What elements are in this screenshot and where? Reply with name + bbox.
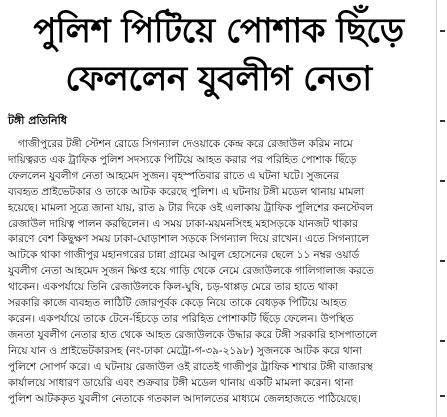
article-line: ফেললেন যুবলীগ নেতা আহমেদ সুজন। বৃহস্পতিবার রাতে এ ঘটনা ঘটে। সুজনের	[8, 169, 339, 182]
adjacent-column-edge	[436, 0, 447, 417]
adjacent-text-fragment	[440, 120, 445, 122]
article-line: যুবলীগ নেতা আহমেদ সুজন ক্ষিপ্ত হয়ে গাড়ি থেকে নেমে রেজাউলকে গালিগালাজ করতে	[8, 265, 374, 278]
article-line: ব্যবহৃত প্রাইভেটকার ও তাকে আটক করেছে পুলিশ। এ ঘটনায় টঙ্গী মডেল থানায় মামলা	[8, 185, 365, 198]
headline-line-1: পুলিশ পিটিয়ে পোশাক ছিঁড়ে	[33, 11, 404, 51]
article-line: নিয়ে যান ও প্রাইভেটকারসহ (নং-ঢাকা মেট্রো-গ-৩৯-২১৯৮) সুজনকে আটক করে থানা	[8, 344, 362, 357]
adjacent-text-fragment	[440, 180, 445, 182]
article-line: জনতা যুবলীগ নেতার হাত থেকে আহত রেজাউলকে উদ্ধার করে টঙ্গী সরকারি হাসপাতালে	[8, 328, 378, 341]
article-line: কার্যালয়ে সাধারণ ডায়েরি এবং শুক্রবার টঙ্গী মডেল থানায় একটি মামলা করেন। থানা	[8, 376, 354, 389]
article-line: হয়েছে। মামলা সূত্রে জানা যায়, রাত ৯ টার দিকে ওই এলাকায় ট্রাফিক পুলিশের কনস্টেবল	[8, 201, 374, 214]
article-line: রেজাউল দায়িত্ব পালন করছিলেন। এ সময় ঢাকা-ময়মনসিংহ মহাসড়কে যানজট থাকার	[8, 217, 358, 230]
article-line: পুলিশে সোপর্দ করে। এ ঘটনায় রেজাউল ওই রাতেই গাজীপুর ট্রাফিক শাখার টঙ্গী বাজারস্থ	[8, 360, 373, 373]
article-line: কারণে বেশ কিছুক্ষণ সময় ঢাকা-ঘোড়াশাল সড়কে সিগন্যাল দিয়ে রাখেন। এতে সিগন্যালে	[8, 233, 369, 246]
article-line: গাজীপুরের টঙ্গী স্টেশন রোডে সিগন্যাল দেওয়াকে কেন্দ্র করে রেজাউল করিম নামে	[18, 138, 353, 150]
article-line: করেন। একপর্যায়ে তাকে টেনে-হিঁচড়ে তার পরিহিত পোশাকটি ছিঁড়ে ফেলেন। উপস্থিত	[8, 312, 354, 325]
article-line: থাকেন। একপর্যায়ে তিনি রেজাউলকে কিল-ঘুষি, চড়-থাপ্পড় মেরে তার হাতে থাকা	[8, 281, 338, 294]
article-line: সরকারি কাজে ব্যবহৃত লাঠিটি জোরপূর্বক কেড়ে নিয়ে তাকে বেধড়ক পিটিয়ে আহত	[8, 297, 347, 310]
adjacent-text-fragment	[440, 340, 445, 342]
byline: টঙ্গী প্রতিনিধি	[8, 114, 67, 127]
headline-line-2: ফেললেন যুবলীগ নেতা	[65, 59, 372, 99]
article-line: আটকে থাকা গাজীপুর মহানগরের চান্না গ্রামের আবুল হোসেনের ছেলে ১১ নম্বর ওয়ার্ড	[8, 249, 360, 262]
article-body	[8, 137, 436, 407]
adjacent-text-fragment	[440, 30, 445, 32]
adjacent-text-fragment	[440, 395, 445, 397]
article-line: পুলিশ আটককৃত যুবলীগ নেতাকে গতকাল আদালতের মাধ্যমে জেলহাজতে পাঠিয়েছে।	[8, 392, 361, 405]
adjacent-text-fragment	[440, 260, 445, 262]
article-line: দায়িত্বরত এক ট্রাফিক পুলিশ সদস্যকে পিটিয়ে আহত করার পর পরিহিত পোশাক ছিঁড়ে	[8, 153, 357, 166]
